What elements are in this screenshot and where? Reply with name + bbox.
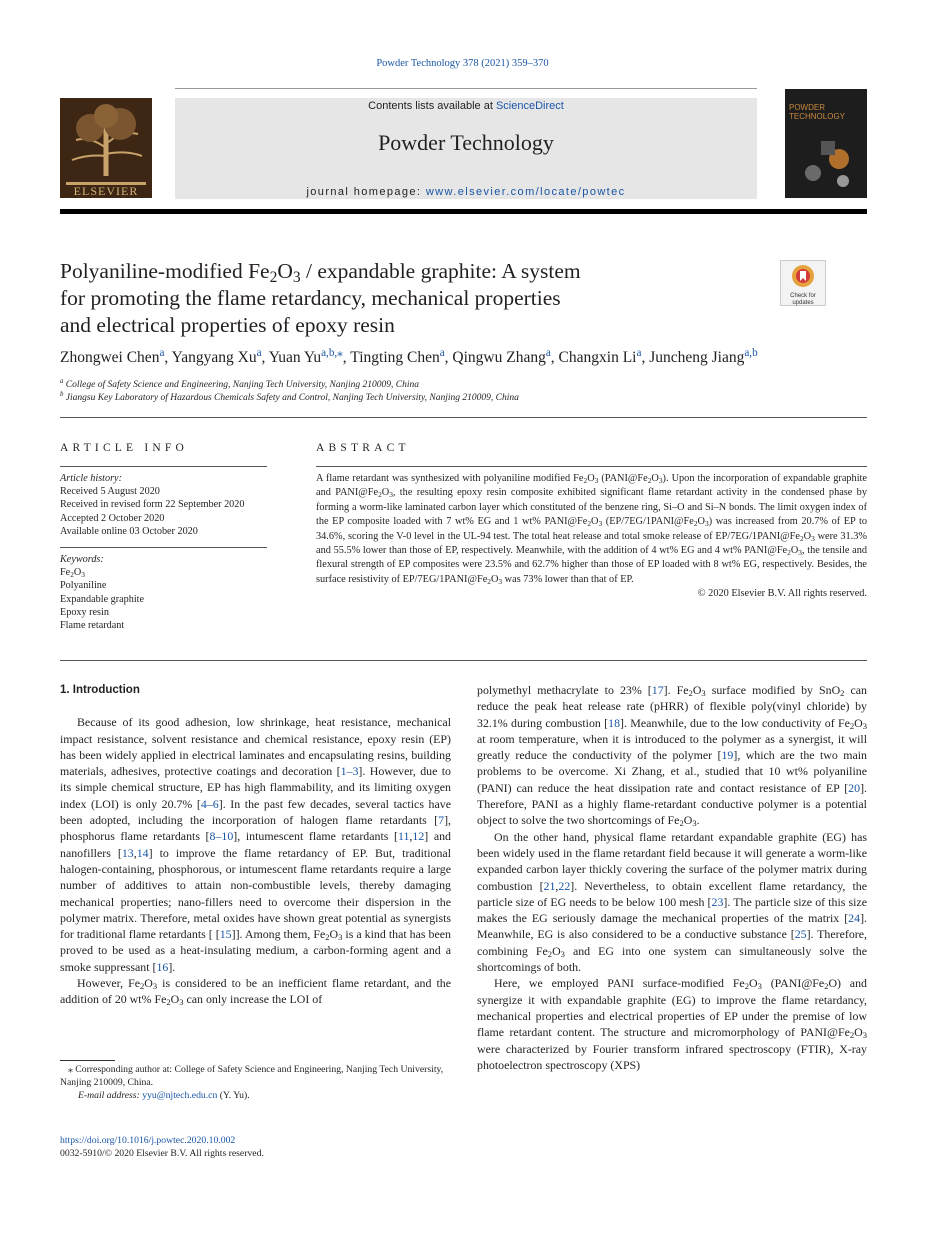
article-history: Article history: Received 5 August 2020 Received in revised form 22 September 2020 Accepted 2 October 2020 Available online 03 October 2020 — [60, 473, 245, 537]
ref-link[interactable]: 15 — [219, 927, 232, 942]
author-affiliation-link[interactable]: a — [159, 346, 165, 359]
affiliation-a: $^a$ College of Safety Science and Engineering, Nanjing Tech University, Nanjing 210009, China — [60, 377, 420, 390]
author-name: Zhongwei Chen — [60, 349, 160, 366]
intro-right-column — [477, 682, 867, 1073]
footnote-rule — [60, 1060, 115, 1061]
header-rule — [60, 209, 867, 214]
keyword: Expandable graphite — [60, 593, 145, 605]
ref-link[interactable]: 1–3 — [340, 764, 359, 779]
author-affiliation-link[interactable]: a,b,⁎ — [321, 346, 343, 359]
author-list: Zhongwei Chen$^a$, Yangyang Xu$^a$, Yuan $Yu^{a,b,⁎}$, Tingting Chen$^a$, Qingwu Zhang$^a$, Changxin Li$^a$, Juncheng Jiang$^{a,b}$ — [60, 346, 758, 366]
intro-paragraph: Here, we employed PANI surface-modified $Fe_2O_3$ $(PANI@Fe_2O)$ and synergize it with expandable graphite (EG) to improve the flame retardancy, mechanical properties and electrical properties of EP under the premise of low flame retardant content. The structure and micromorphology of $PANI@Fe_2O_3$ were characterized by Fourier transform infrared spectroscopy (FTIR), X-ray photoelectron spectroscopy (XPS) — [477, 976, 867, 1072]
intro-heading: 1. Introduction — [60, 684, 140, 696]
ref-link[interactable]: 18 — [608, 715, 621, 730]
intro-left-column — [60, 682, 451, 1008]
contents-prefix: Contents lists available at — [368, 100, 496, 112]
abstract-body: A flame retardant was synthesized with polyaniline modified $Fe_2O_3$ $(PANI@Fe_2O_3)$. Upon the incorporation of expandable graphite and $PANI@Fe_2O_3$, the resulting epoxy resin composite exhibited significant flame retardant activity in the condensed phase by forming a worm-like laminated carbon layer which constituted of the benzene ring, Si–O and Si–N bonds. The limit oxygen index of the EP composite loaded with 7 wt% EG and 1 wt% $PANI@Fe_2O_3$ $(EP/7EG/1PANI@Fe_2O_3)$ was increased from 20.7% of EP to 34.6%, scoring the V-0 level in the UL-94 test. The total heat release and total smoke release of $EP/7EG/1PANI@Fe_2O_3$ were 31.3% and 55.5% lower than those of EP, respectively. Meanwhile, with the addition of 4 wt% EG and 4 wt% $PANI@Fe_2O_3$, the tensile and flexural strength of EP composites were 23.5% and 62.7% higher than those of EP loaded with 8 wt% EG, respectively. Besides, the surface resistivity of $EP/7EG/1PANI@Fe_2O_3$ was 73% lower than that of EP. © 2020 Elsevier B.V. All rights reserved. — [316, 472, 867, 602]
author-affiliation-link[interactable]: a — [636, 346, 642, 359]
journal-name: Powder Technology — [378, 130, 554, 155]
publisher-logo-text: ELSEVIER — [73, 184, 139, 198]
check-updates-label: Check for updates — [790, 293, 816, 306]
keyword: $Fe_2O_3$ — [60, 567, 85, 580]
author-affiliation-link[interactable]: a,b — [744, 346, 758, 359]
ref-link[interactable]: 25 — [794, 927, 807, 942]
sciencedirect-link[interactable]: ScienceDirect — [495, 100, 564, 112]
keywords-label: Keywords: — [60, 554, 104, 565]
journal-homepage — [175, 186, 757, 198]
intro-paragraph: polymethyl methacrylate to 23% [17]. $Fe_2O_3$ surface modified by SnO$_2$ can reduce the peak heat release rate (pHRR) of flexible poly(vinyl chloride) by 32.1% during combustion [18]. Meanwhile, due to the low conductivity of $Fe_2O_3$ at room temperature, when it is introduced to the polymer as a synergist, it will greatly reduce the conductivity of the polymer [19], which are the two main problems to be overcome. Xi Zhang, et al., studied that 10 wt% polyaniline (PANI) can reduce the heat dissipation rate and contact resistance of EP [20]. Therefore, PANI as a highly flame-retardant conductive polymer is a potential object to solve the two shortcomings of $Fe_2O_3$. — [477, 683, 868, 829]
email-link[interactable]: yyu@njtech.edu.cn — [142, 1089, 218, 1101]
ref-link[interactable]: 8–10 — [209, 829, 234, 844]
elsevier-logo — [60, 98, 152, 198]
abstract-rule — [316, 466, 867, 467]
article-title: Polyaniline-modified $Fe_2O_3$ / expandable graphite: A system for promoting the flame retardancy, mechanical properties and electrical properties of epoxy resin — [60, 259, 581, 337]
journal-cover[interactable] — [785, 89, 867, 198]
ref-link[interactable]: 16 — [156, 959, 169, 974]
author-name: Qingwu Zhang — [452, 349, 546, 366]
author-name: Yangyang Xu — [171, 349, 257, 366]
banner-top-rule — [175, 88, 757, 89]
author-name: Changxin Li — [558, 349, 637, 366]
copyright: © 2020 Elsevier B.V. All rights reserved. — [697, 588, 867, 600]
article-info-heading: ARTICLE INFO — [60, 442, 188, 454]
cover-graphic-icon — [791, 129, 861, 193]
ref-link[interactable]: 11 — [397, 829, 410, 844]
author-name: Tingting Chen — [350, 349, 440, 366]
doi-link[interactable]: https://doi.org/10.1016/j.powtec.2020.10.002 — [60, 1135, 236, 1146]
keyword: Polyaniline — [60, 580, 107, 592]
ref-link[interactable]: 14 — [136, 845, 149, 860]
intro-paragraph: Because of its good adhesion, low shrinkage, heat resistance, mechanical impact resistance, solvent resistance and chemical resistance, epoxy resin (EP) has been widely applied in electrical laminates and encapsulating resins, building materials, adhesives, protective coatings and decoration [1–3]. However, due to its simple chemical structure, EP has high flammability, and its limiting oxygen index (LOI) is only 20.7% [4–6]. In the past few decades, several tactics have been adopted, including the incorporation of halogen flame retardants [7], phosphorus flame retardants [8–10], intumescent flame retardants [11,12] and nanofillers [13,14] to improve the flame retardancy of EP. But, traditional halogen-containing, phosphorous, or intumescent flame retardants require a large number of additives to attain non-combustible levels, thereby damaging mechanical properties; nano-fillers need to overcome their dispersion in the polymer matrix. Therefore, metal oxides have shown great potential as synergists for traditional flame retardants [ [15]]. Among them, $Fe_2O_3$ is a kind that has been proved to be used as a heat-insulating medium, a carbon-forming agent and a smoke suppressant [16]. — [60, 715, 452, 974]
affiliation-b: $^b$ Jiangsu Key Laboratory of Hazardous Chemicals Safety and Control, Nanjing Tech University, Nanjing 210009, China — [60, 390, 519, 403]
article-info-rule — [60, 466, 267, 467]
contents-availability — [175, 100, 757, 112]
ref-link[interactable]: 13 — [121, 845, 134, 860]
affiliation-rule — [60, 417, 867, 418]
ref-link[interactable]: 7 — [438, 813, 445, 828]
author-affiliation-link[interactable]: a — [439, 346, 445, 359]
author-name: Juncheng Jiang — [649, 349, 745, 366]
homepage-prefix: journal homepage: — [306, 186, 426, 198]
ref-link[interactable]: 19 — [721, 748, 734, 763]
ref-link[interactable]: 4–6 — [200, 796, 219, 811]
keyword: Flame retardant — [60, 620, 125, 632]
intro-paragraph: However, $Fe_2O_3$ is considered to be an inefficient flame retardant, and the addition of 20 wt% $Fe_2O_3$ can only increase the LOI of — [60, 976, 451, 1008]
author-name: Yuan Yu — [268, 349, 322, 366]
ref-link[interactable]: 17 — [651, 683, 664, 697]
ref-link[interactable]: 22 — [558, 878, 571, 893]
keyword: Epoxy resin — [60, 606, 109, 618]
ref-link[interactable]: 21 — [543, 878, 556, 893]
elsevier-tree-icon — [60, 98, 152, 198]
cover-title: POWDER TECHNOLOGY — [789, 103, 846, 121]
history-label: Article history: — [60, 473, 122, 484]
ref-link[interactable]: 23 — [711, 894, 724, 909]
issn-copyright: 0032-5910/© 2020 Elsevier B.V. All rights reserved. — [60, 1148, 264, 1159]
intro-paragraph: On the other hand, physical flame retardant expandable graphite (EG) has been widely used in the flame retardant field because it will generate a worm-like expanded carbon layer thickly covering the surface of the polymer matrix during combustion [21,22]. Nevertheless, to obtain excellent flame retardancy, the particle size of EG needs to be below 100 mesh [23]. The particle size of this size makes the EG seriously damage the mechanical properties of the matrix [24]. Meanwhile, EG is also considered to be a conductive substance [25]. Therefore, combining $Fe_2O_3$ and EG into one system can simultaneously solve the shortcomings of both. — [477, 829, 868, 975]
author-affiliation-link[interactable]: a — [256, 346, 262, 359]
author-affiliation-link[interactable]: a — [545, 346, 551, 359]
keywords-rule — [60, 547, 267, 548]
journal-citation[interactable]: Powder Technology 378 (2021) 359–370 — [376, 58, 549, 69]
homepage-link[interactable]: www.elsevier.com/locate/powtec — [425, 186, 626, 198]
keywords — [60, 553, 144, 632]
footnote: ⁎ Corresponding author at: College of Safety Science and Engineering, Nanjing Tech University, Nanjing 210009, China. E-mail address: yyu@njtech.edu.cn (Y. Yu). — [60, 1064, 444, 1101]
ref-link[interactable]: 12 — [412, 829, 425, 844]
ref-link[interactable]: 20 — [848, 780, 861, 795]
abstract-heading: ABSTRACT — [316, 442, 410, 454]
bookmark-icon — [790, 264, 816, 288]
check-for-updates-button[interactable] — [780, 260, 826, 306]
body-rule — [60, 660, 867, 661]
ref-link[interactable]: 24 — [848, 911, 861, 926]
